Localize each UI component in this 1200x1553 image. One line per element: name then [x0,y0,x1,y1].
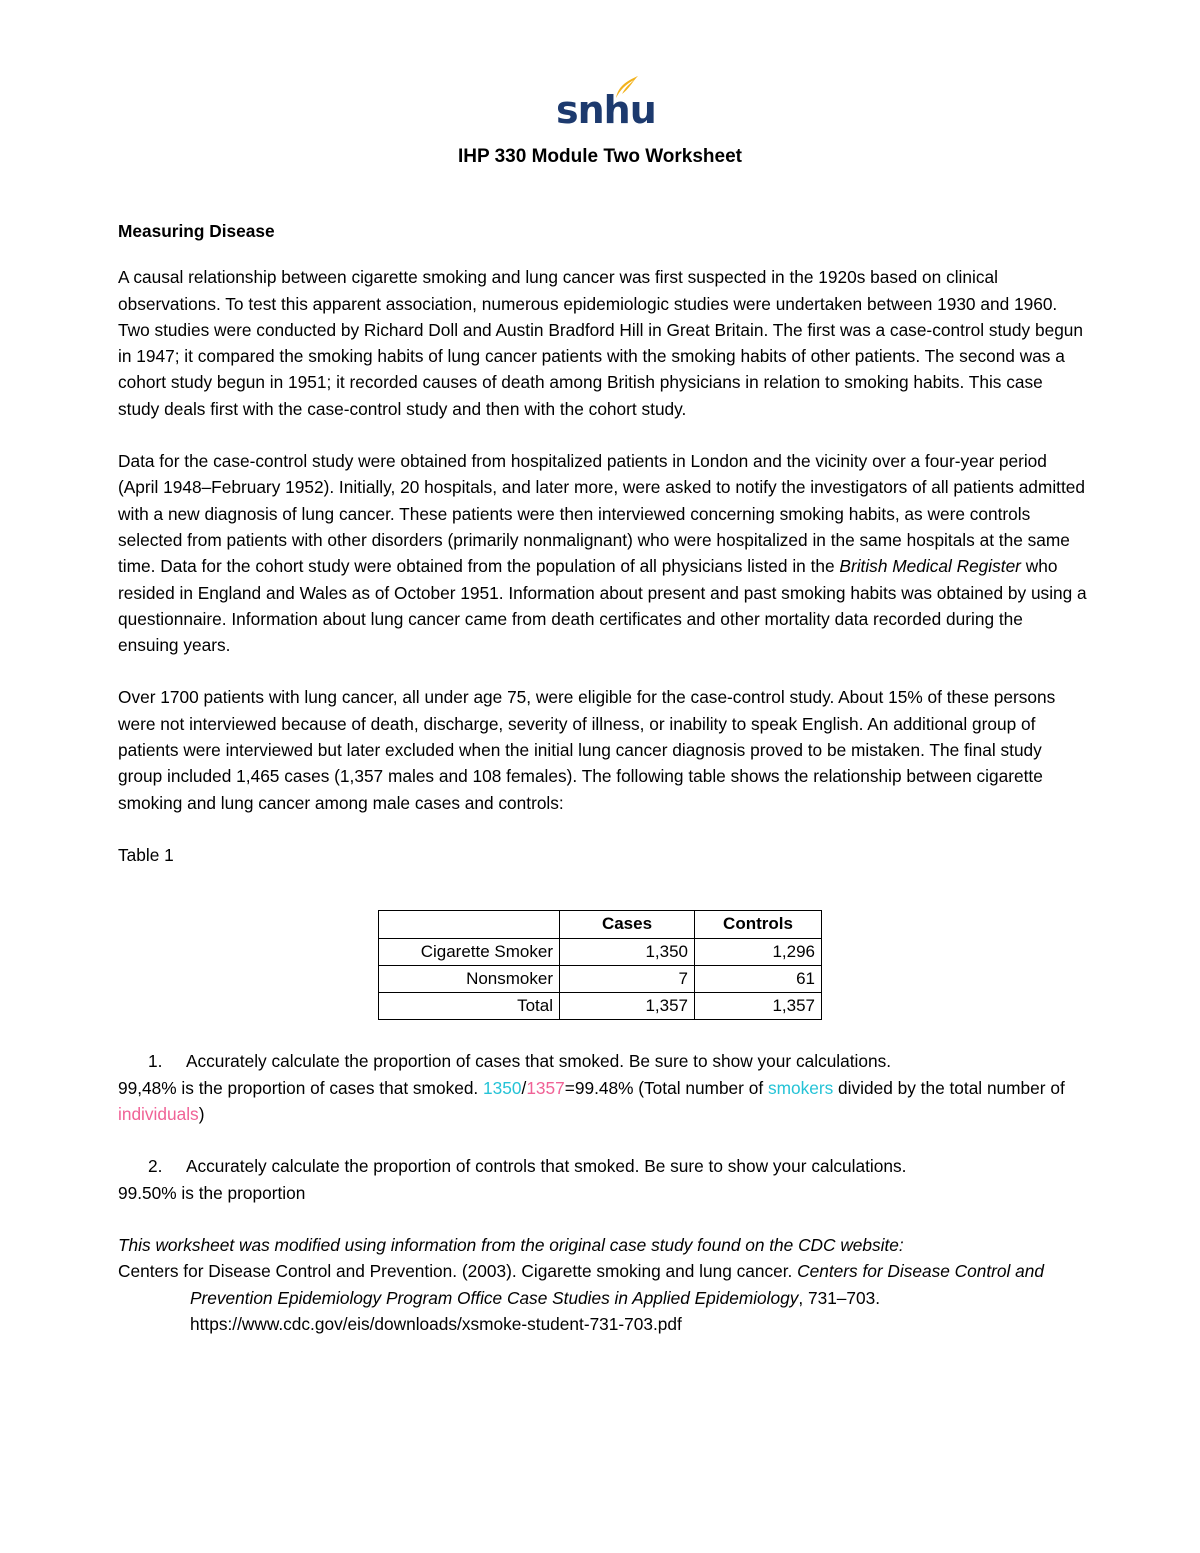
table-cell: 1,357 [560,993,695,1020]
question-number: 2. [148,1156,163,1177]
smokers-word: smokers [767,1077,834,1098]
table-cell: Cigarette Smoker [379,938,560,965]
paragraph-2-text-a: Data for the case-control study were obtained from hospitalized patients in London and the vicinity over a four-year period (April 1948–February 1952). Initially, 20 hospitals, and later more, were asked to notify the investigators of all patients admitted with a new diagnosis of lung cancer. These patients were then interviewed concerning smoking habits, as were controls selected from patients with other disorders (primarily nonmalignant) who were hospitalized in the same hospitals at the same time. Data for the cohort study were obtained from the population of all physicians listed in the [118,451,1085,577]
source-note: This worksheet was modified using information from the original case study found on the CDC website: [118,1234,904,1255]
table-row [379,938,822,965]
question-1 [118,1048,1088,1127]
answer-text: ) [198,1104,205,1125]
section-heading: Measuring Disease [118,221,275,241]
table-label: Table 1 [118,844,174,865]
data-table [378,910,822,1020]
question-text: Accurately calculate the proportion of cases that smoked. Be sure to show your calculations. [186,1051,892,1072]
table-header-row [379,911,822,938]
denominator: 1357 [526,1077,565,1098]
document-body [118,218,1088,1337]
table-cell: Nonsmoker [379,965,560,992]
answer-1 [118,1075,1088,1128]
reference [118,1258,1088,1311]
page-title: IHP 330 Module Two Worksheet [457,146,742,167]
table-cell: 1,350 [560,938,695,965]
table-cell: 1,296 [695,938,822,965]
paragraph-2 [118,448,1088,658]
reference-url[interactable]: https://www.cdc.gov/eis/downloads/xsmoke-student-731-703.pdf [190,1313,682,1334]
table-header-cell [379,911,560,938]
table-row [379,965,822,992]
table-row [379,993,822,1020]
question-number: 1. [148,1051,163,1072]
logo-text: snhu [556,88,656,132]
slash: / [521,1077,527,1098]
table-cell: 61 [695,965,822,992]
answer-text: divided by the total number of [833,1077,1065,1098]
answer-text: =99.48% (Total number of [564,1077,768,1098]
table-header-cell: Cases [560,911,695,938]
question-2 [118,1153,1088,1206]
reference-text: Centers for Disease Control and Prevention. (2003). Cigarette smoking and lung cancer. [118,1261,798,1282]
table-cell: Total [379,993,560,1020]
numerator: 1350 [483,1077,522,1098]
question-text: Accurately calculate the proportion of controls that smoked. Be sure to show your calculations. [186,1156,907,1177]
individuals-word: individuals [118,1104,199,1125]
paragraph-1: A causal relationship between cigarette smoking and lung cancer was first suspected in the 1920s based on clinical observations. To test this apparent association, numerous epidemiologic studies were undertaken between 1930 and 1960. Two studies were conducted by Richard Doll and Austin Bradford Hill in Great Britain. The first was a case-control study begun in 1947; it compared the smoking habits of lung cancer patients with the smoking habits of other patients. The second was a cohort study begun in 1951; it recorded causes of death among British physicians in relation to smoking habits. This case study deals first with the case-control study and then with the cohort study. [118,267,1084,419]
answer-text: 99,48% is the proportion of cases that smoked. [118,1077,484,1098]
reference-pages: , 731–703. [798,1287,881,1308]
snhu-logo [556,74,656,134]
table-header-cell: Controls [695,911,822,938]
paragraph-3: Over 1700 patients with lung cancer, all under age 75, were eligible for the case-control study. About 15% of these persons were not interviewed because of death, discharge, severity of illness, or inability to speak English. An additional group of patients were interviewed but later excluded when the initial lung cancer diagnosis proved to be mistaken. The final study group included 1,465 cases (1,357 males and 108 females). The following table shows the relationship between cigarette smoking and lung cancer among male cases and controls: [118,687,1056,813]
paragraph-2-italic: British Medical Register [839,556,1021,577]
table-cell: 7 [560,965,695,992]
table-cell: 1,357 [695,993,822,1020]
reference-italic: Centers for Disease Control and Prevention Epidemiology Program Office Case Studies in Applied Epidemiology [190,1261,1044,1308]
paragraph-2-text-b: who resided in England and Wales as of October 1951. Information about present and past smoking habits was obtained by using a questionnaire. Information about lung cancer came from death certificates and other mortality data recorded during the ensuing years. [118,556,1087,656]
answer-2: 99.50% is the proportion [118,1182,306,1203]
